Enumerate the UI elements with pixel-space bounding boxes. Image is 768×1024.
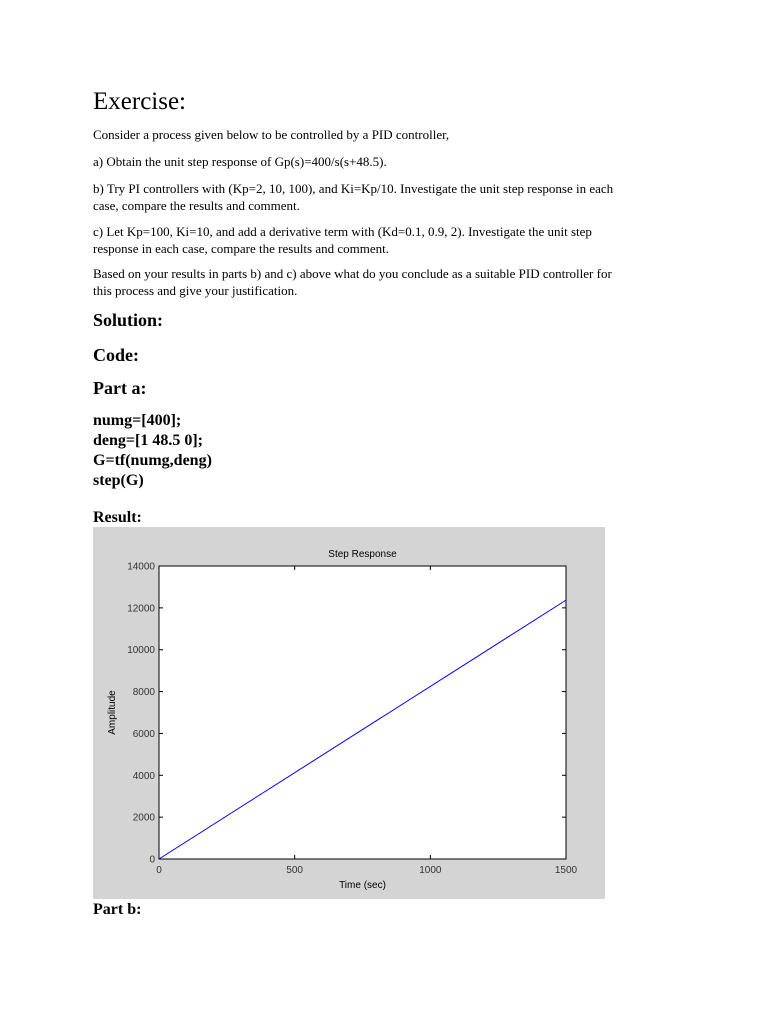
y-tick-label: 14000 bbox=[127, 561, 155, 573]
y-tick-label: 10000 bbox=[127, 645, 155, 657]
x-tick-label: 0 bbox=[156, 865, 162, 876]
exercise-title: Exercise: bbox=[93, 88, 187, 115]
part-a-heading: Part a: bbox=[93, 378, 147, 398]
conclusion-text bbox=[93, 265, 673, 299]
item-b-line-2: case, compare the results and comment. bbox=[93, 198, 300, 213]
intro-text: Consider a process given below to be controlled by a PID controller, bbox=[93, 127, 450, 142]
item-c-text bbox=[93, 223, 673, 257]
result-heading: Result: bbox=[93, 509, 142, 526]
code-block bbox=[93, 411, 212, 491]
code-line: deng=[1 48.5 0]; bbox=[93, 432, 203, 449]
item-b-text bbox=[93, 180, 673, 214]
y-tick-label: 8000 bbox=[132, 687, 155, 699]
item-c-line-2: response in each case, compare the results and comment. bbox=[93, 241, 389, 256]
x-tick-label: 500 bbox=[286, 865, 304, 876]
y-tick-label: 4000 bbox=[132, 770, 155, 782]
item-b-line-1: b) Try PI controllers with (Kp=2, 10, 100), and Ki=Kp/10. Investigate the unit step response in each bbox=[93, 181, 614, 196]
y-axis-label: Amplitude bbox=[107, 690, 118, 735]
y-tick-label: 2000 bbox=[132, 812, 155, 824]
x-tick-label: 1500 bbox=[554, 865, 578, 876]
y-tick-label: 6000 bbox=[132, 728, 155, 740]
conclusion-line-2: this process and give your justification. bbox=[93, 283, 298, 298]
chart-title: Step Response bbox=[328, 549, 397, 560]
part-b-heading: Part b: bbox=[93, 901, 142, 918]
y-tick-label: 12000 bbox=[127, 603, 155, 615]
solution-heading: Solution: bbox=[93, 310, 164, 330]
y-tick-label: 0 bbox=[149, 854, 155, 866]
item-c-line-1: c) Let Kp=100, Ki=10, and add a derivative term with (Kd=0.1, 0.9, 2). Investigate the unit step bbox=[93, 224, 592, 239]
x-tick-label: 1000 bbox=[419, 865, 442, 876]
code-line: numg=[400]; bbox=[93, 412, 182, 429]
code-line: step(G) bbox=[93, 472, 144, 489]
code-heading: Code: bbox=[93, 345, 139, 365]
plot-area bbox=[159, 566, 566, 859]
conclusion-line-1: Based on your results in parts b) and c) above what do you conclude as a suitable PID controller for bbox=[93, 266, 612, 281]
code-line: G=tf(numg,deng) bbox=[93, 452, 212, 469]
step-response-figure bbox=[93, 527, 605, 899]
step-response-chart bbox=[93, 527, 605, 899]
x-axis-label: Time (sec) bbox=[339, 880, 386, 891]
item-a-text: a) Obtain the unit step response of Gp(s)=400/s(s+48.5). bbox=[93, 154, 387, 169]
